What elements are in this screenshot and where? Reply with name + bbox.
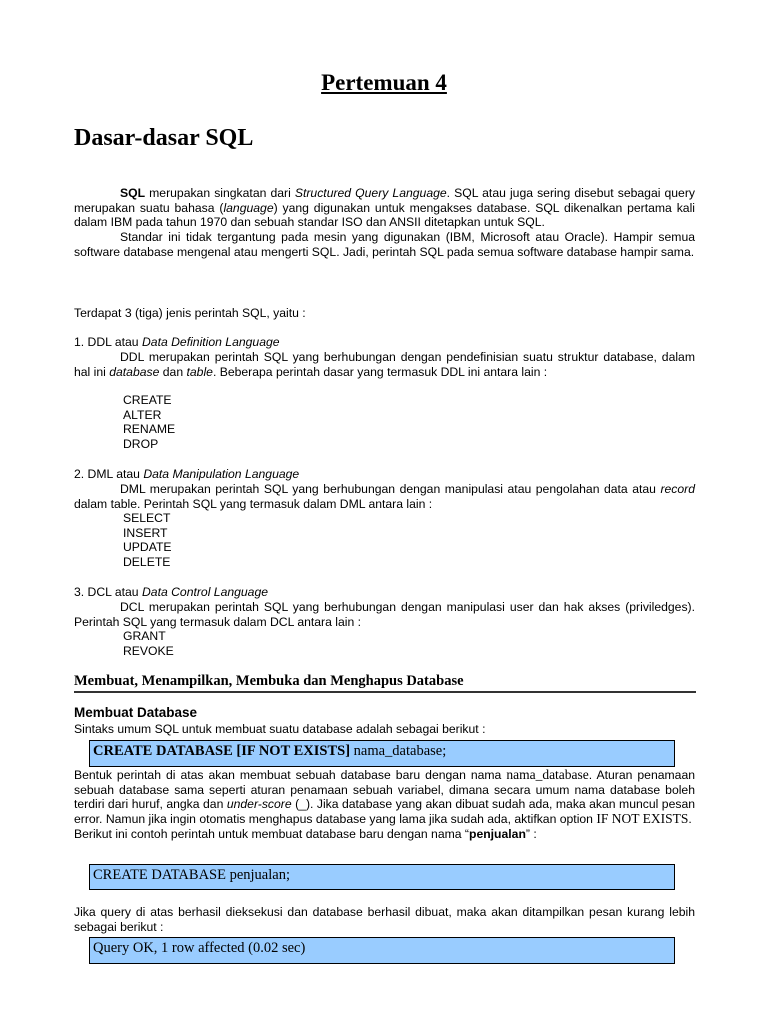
- syntax-intro: Sintaks umum SQL untuk membuat suatu database adalah sebagai berikut :: [74, 722, 486, 736]
- page-title: Pertemuan 4: [321, 70, 447, 95]
- list-item: DROP: [123, 437, 159, 452]
- dcl-description: DCL merupakan perintah SQL yang berhubungan dengan manipulasi user dan hak akses (priviledges). Perintah SQL yang termasuk dalam DCL antara lain :: [74, 600, 695, 629]
- ddl-command-list: [120, 393, 175, 452]
- section-divider: [74, 691, 696, 693]
- code-box-syntax: CREATE DATABASE [IF NOT EXISTS] nama_database;: [89, 740, 675, 767]
- dcl-label: 3. DCL atau Data Control Language: [74, 585, 269, 599]
- example-intro: Berikut ini contoh perintah untuk membuat database baru dengan nama “penjualan” :: [74, 826, 537, 841]
- section-heading: Dasar-dasar SQL: [74, 125, 254, 151]
- list-item: INSERT: [123, 525, 168, 540]
- list-item: CREATE: [123, 393, 172, 407]
- dml-label: 2. DML atau Data Manipulation Language: [74, 467, 300, 481]
- explanation-paragraph: Bentuk perintah di atas akan membuat sebuah database baru dengan nama nama_database. Aturan penamaan sebuah database sama seperti aturan penamaan sebuah variabel, dimana secara umum nama database boleh terdiri dari huruf, angka dan under-score (_). Jika database yang akan dibuat sudah ada, maka akan muncul pesan error. Namun jika ingin otomatis menghapus database yang lama jika sudah ada, aktifkan option IF NOT EXISTS. Berikut ini contoh perintah untuk membuat database baru dengan nama “penjualan” :: [74, 767, 696, 841]
- ddl-label: 1. DDL atau Data Definition Language: [74, 335, 280, 349]
- intro-block: [74, 186, 695, 260]
- code-box-result: Query OK, 1 row affected (0.02 sec): [89, 937, 675, 964]
- sql-full-term: Structured Query Language: [294, 186, 447, 200]
- section-subtitle: Membuat, Menampilkan, Membuka dan Menghapus Database: [74, 673, 464, 689]
- list-item: GRANT: [123, 629, 166, 643]
- code-box-example: CREATE DATABASE penjualan;: [89, 864, 675, 890]
- dml-description: DML merupakan perintah SQL yang berhubungan dengan manipulasi atau pengolahan data atau record dalam table. Perintah SQL yang termasuk dalam DML antara lain :: [74, 482, 695, 511]
- subheading-membuat-database: Membuat Database: [74, 705, 198, 720]
- dcl-command-list: [120, 629, 174, 658]
- list-item: DELETE: [123, 555, 171, 570]
- types-intro: Terdapat 3 (tiga) jenis perintah SQL, yaitu :: [74, 306, 306, 320]
- result-intro: Jika query di atas berhasil dieksekusi dan database berhasil dibuat, maka akan ditampilkan pesan kurang lebih sebagai berikut :: [74, 905, 695, 934]
- list-item: UPDATE: [123, 540, 172, 555]
- intro-paragraph-1: SQL merupakan singkatan dari Structured Query Language. SQL atau juga sering disebut sebagai query merupakan suatu bahasa (language) yang digunakan untuk mengakses database. SQL dikenalkan pertama kali dalam IBM pada tahun 1970 dan sebuah standar ISO dan ANSII ditetapkan untuk SQL.: [74, 186, 695, 230]
- list-item: ALTER: [123, 407, 162, 422]
- list-item: REVOKE: [123, 643, 174, 658]
- list-item: RENAME: [123, 422, 176, 437]
- ddl-description: DDL merupakan perintah SQL yang berhubungan dengan pendefinisian suatu struktur database, dalam hal ini database dan table. Beberapa perintah dasar yang termasuk DDL ini antara lain :: [74, 350, 695, 379]
- intro-paragraph-2: Standar ini tidak tergantung pada mesin yang digunakan (IBM, Microsoft atau Oracle). Hampir semua software database mengenal atau mengerti SQL. Jadi, perintah SQL pada semua software database hampir sama.: [74, 230, 695, 259]
- sql-term: SQL: [120, 186, 146, 200]
- dml-command-list: [120, 511, 172, 570]
- list-item: SELECT: [123, 511, 171, 525]
